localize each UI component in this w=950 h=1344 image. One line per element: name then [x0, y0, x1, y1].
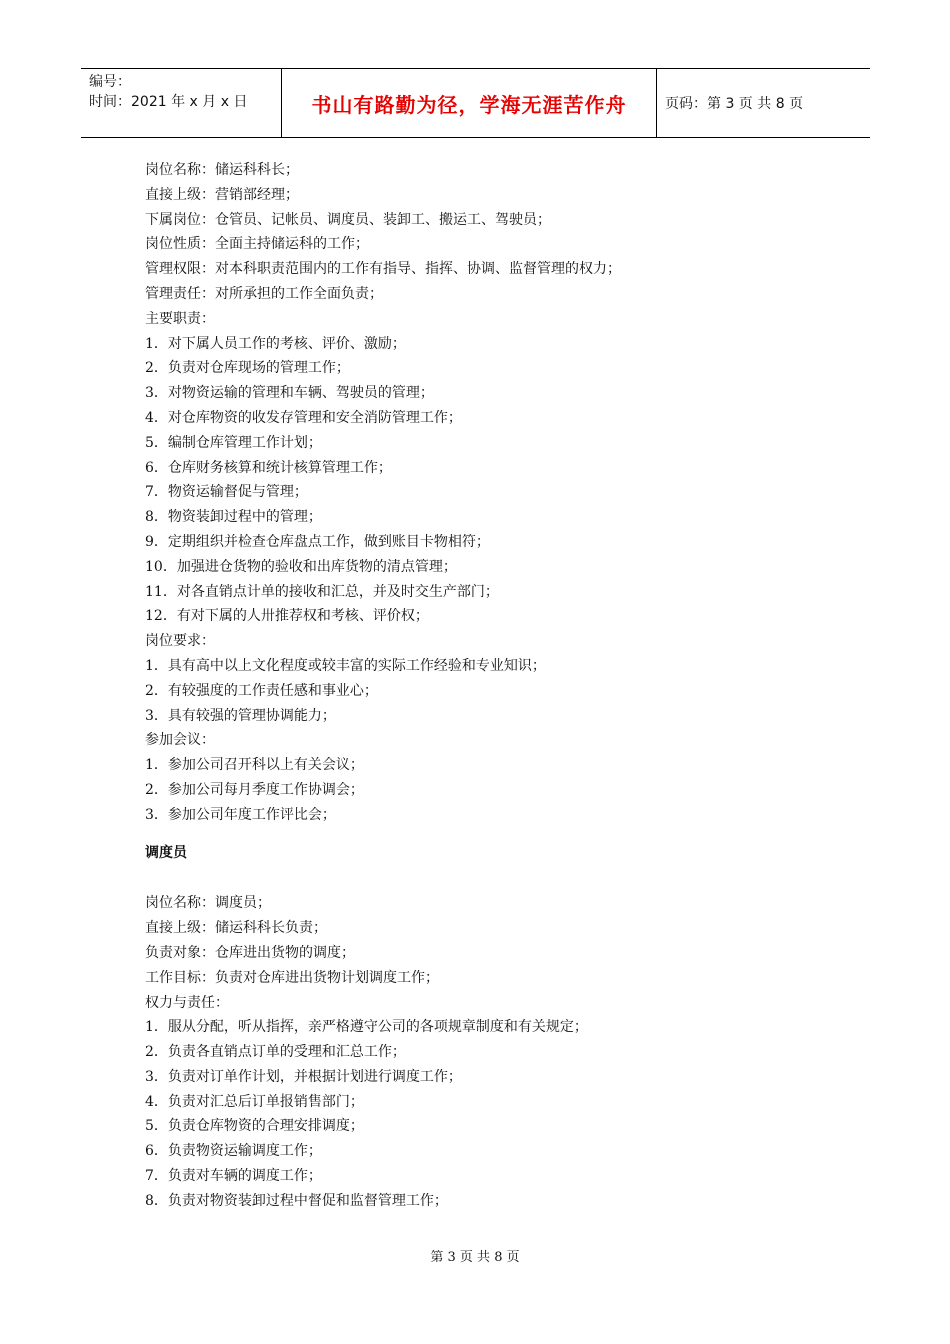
text-line: 1．具有高中以上文化程度或较丰富的实际工作经验和专业知识；: [145, 657, 546, 674]
section-dispatcher: [145, 891, 845, 1213]
text-line: 9．定期组织并检查仓库盘点工作，做到账目卡物相符；: [145, 533, 490, 550]
text-line: 11．对各直销点计单的接收和汇总，并及时交生产部门；: [145, 583, 499, 600]
section-manager: [145, 158, 845, 828]
text-line: 6．负责物资运输调度工作；: [145, 1143, 322, 1160]
text-line: 12．有对下属的人卅推荐权和考核、评价权；: [145, 608, 429, 625]
text-line: 3．具有较强的管理协调能力；: [145, 707, 336, 724]
text-line: 参加会议：: [145, 732, 215, 749]
text-line: 7．负责对车辆的调度工作；: [145, 1168, 322, 1185]
text-line: 1．服从分配，听从指挥，亲严格遵守公司的各项规章制度和有关规定；: [145, 1019, 588, 1036]
text-line: 1．参加公司召开科以上有关会议；: [145, 757, 364, 774]
text-line: 岗位要求：: [145, 633, 215, 650]
text-line: 2．有较强度的工作责任感和事业心；: [145, 682, 378, 699]
text-line: 8．物资装卸过程中的管理；: [145, 509, 322, 526]
text-line: 3．负责对订单作计划，并根据计划进行调度工作；: [145, 1068, 462, 1085]
text-line: 6．仓库财务核算和统计核算管理工作；: [145, 459, 392, 476]
text-line: 2．负责对仓库现场的管理工作；: [145, 360, 350, 377]
page-header: [81, 68, 870, 138]
document-body: [145, 158, 845, 1214]
text-line: 2．参加公司每月季度工作协调会；: [145, 781, 364, 798]
header-motto: 书山有路勤为径，学海无涯苦作舟: [282, 69, 657, 137]
header-meta: [81, 69, 282, 137]
time-label: 时间：2021 年 x 月 x 日: [89, 94, 248, 110]
text-line: 3．参加公司年度工作评比会；: [145, 806, 336, 823]
text-line: 管理权限：对本科职责范围内的工作有指导、指挥、协调、监督管理的权力；: [145, 261, 621, 278]
text-line: 工作目标：负责对仓库进出货物计划调度工作；: [145, 969, 439, 986]
text-line: 权力与责任：: [145, 994, 229, 1011]
text-line: 3．对物资运输的管理和车辆、驾驶员的管理；: [145, 385, 434, 402]
text-line: 主要职责：: [145, 310, 215, 327]
text-line: 直接上级：储运科科长负责；: [145, 920, 327, 937]
header-page-info: 页码：第 3 页 共 8 页: [665, 96, 804, 112]
text-line: 8．负责对物资装卸过程中督促和监督管理工作；: [145, 1192, 448, 1209]
text-line: 岗位名称：储运科科长；: [145, 162, 299, 178]
text-line: 7．物资运输督促与管理；: [145, 484, 308, 501]
text-line: 4．对仓库物资的收发存管理和安全消防管理工作；: [145, 409, 462, 426]
text-line: 岗位性质：全面主持储运科的工作；: [145, 236, 369, 253]
text-line: 下属岗位：仓管员、记帐员、调度员、装卸工、搬运工、驾驶员；: [145, 211, 551, 228]
text-line: 2．负责各直销点订单的受理和汇总工作；: [145, 1044, 406, 1061]
text-line: 管理责任：对所承担的工作全面负责；: [145, 285, 383, 302]
section-title: 调度员: [145, 844, 187, 861]
text-line: 10．加强进仓货物的验收和出库货物的清点管理；: [145, 558, 457, 575]
text-line: 5．编制仓库管理工作计划；: [145, 434, 322, 451]
text-line: 4．负责对汇总后订单报销售部门；: [145, 1093, 364, 1110]
text-line: 1．对下属人员工作的考核、评价、激励；: [145, 335, 406, 352]
text-line: 直接上级：营销部经理；: [145, 186, 299, 203]
text-line: 负责对象：仓库进出货物的调度；: [145, 944, 355, 961]
text-line: 岗位名称：调度员；: [145, 895, 271, 912]
text-line: 5．负责仓库物资的合理安排调度；: [145, 1118, 364, 1135]
number-label: 编号：: [89, 74, 131, 90]
page-footer: 第 3 页 共 8 页: [430, 1250, 520, 1265]
